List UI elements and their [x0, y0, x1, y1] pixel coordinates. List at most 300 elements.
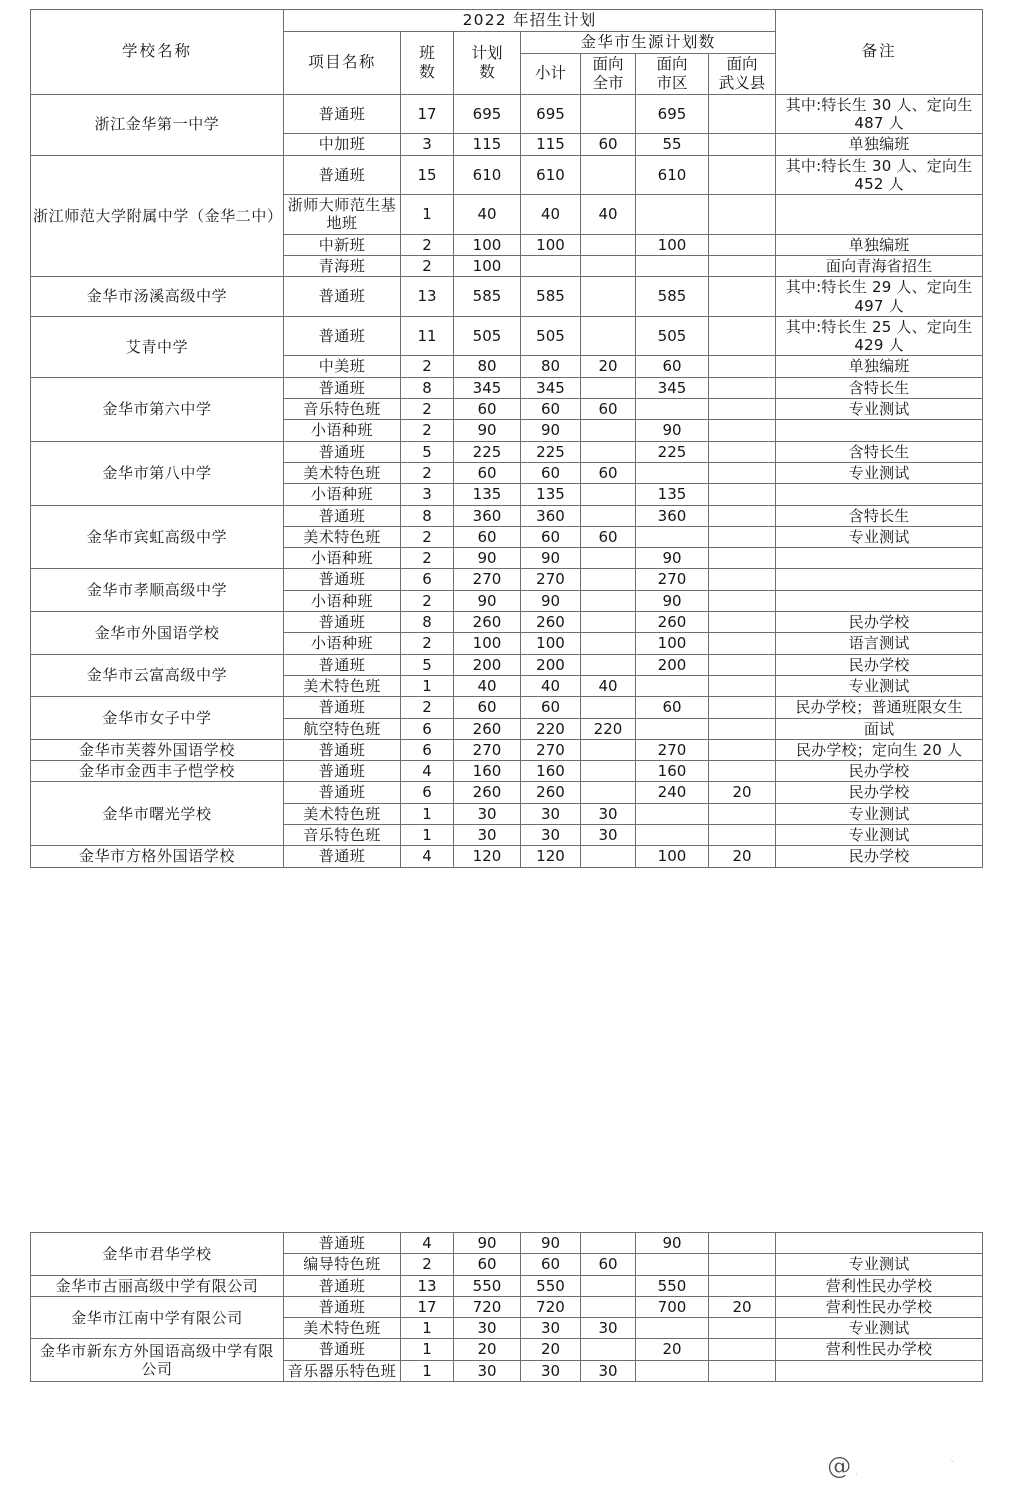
plan-count-cell: 260	[454, 612, 521, 633]
column-header-whole-city: 面向 全市	[581, 53, 636, 94]
plan-count-cell: 100	[454, 234, 521, 255]
wuyi-county-cell	[709, 462, 776, 483]
remark-cell: 营利性民办学校	[776, 1339, 983, 1360]
project-name-cell: 浙师大师范生基地班	[284, 195, 401, 235]
whole-city-cell: 60	[581, 526, 636, 547]
school-name-cell: 金华市第六中学	[31, 377, 284, 441]
column-header-project: 项目名称	[284, 31, 401, 94]
wuyi-county-cell	[709, 316, 776, 356]
class-count-cell: 6	[401, 782, 454, 803]
wuyi-county-cell	[709, 1275, 776, 1296]
subtotal-cell: 100	[521, 633, 581, 654]
subtotal-cell: 160	[521, 761, 581, 782]
column-header-class-count: 班 数	[401, 31, 454, 94]
subtotal-cell: 270	[521, 569, 581, 590]
class-count-cell: 13	[401, 1275, 454, 1296]
plan-count-cell: 505	[454, 316, 521, 356]
remark-cell: 单独编班	[776, 356, 983, 377]
project-name-cell: 普通班	[284, 316, 401, 356]
project-name-cell: 中新班	[284, 234, 401, 255]
table-row	[31, 761, 983, 782]
whole-city-cell: 40	[581, 675, 636, 696]
project-name-cell: 普通班	[284, 94, 401, 134]
remark-cell	[776, 1233, 983, 1254]
remark-cell: 营利性民办学校	[776, 1275, 983, 1296]
project-name-cell: 音乐特色班	[284, 825, 401, 846]
plan-count-cell: 40	[454, 195, 521, 235]
table-row	[31, 441, 983, 462]
whole-city-cell	[581, 505, 636, 526]
project-name-cell: 小语种班	[284, 548, 401, 569]
subtotal-cell: 30	[521, 1360, 581, 1381]
plan-count-cell: 270	[454, 739, 521, 760]
urban-area-cell: 270	[636, 739, 709, 760]
project-name-cell: 编导特色班	[284, 1254, 401, 1275]
column-header-school: 学校名称	[31, 10, 284, 95]
class-count-cell: 11	[401, 316, 454, 356]
urban-area-cell	[636, 1360, 709, 1381]
project-name-cell: 普通班	[284, 761, 401, 782]
class-count-cell: 8	[401, 505, 454, 526]
urban-area-cell: 90	[636, 548, 709, 569]
header-row-1	[31, 10, 983, 32]
urban-area-cell: 20	[636, 1339, 709, 1360]
subtotal-cell: 40	[521, 195, 581, 235]
table-body-part2	[31, 1233, 983, 1382]
class-count-cell: 3	[401, 134, 454, 155]
remark-cell	[776, 590, 983, 611]
subtotal-cell: 610	[521, 155, 581, 195]
remark-cell: 专业测试	[776, 1254, 983, 1275]
project-name-cell: 普通班	[284, 739, 401, 760]
remark-cell	[776, 569, 983, 590]
subtotal-cell: 695	[521, 94, 581, 134]
subtotal-cell: 585	[521, 277, 581, 317]
enrollment-plan-table-part1	[30, 9, 983, 868]
column-header-subtotal: 小计	[521, 53, 581, 94]
wuyi-county-cell	[709, 761, 776, 782]
wuyi-county-cell	[709, 633, 776, 654]
project-name-cell: 普通班	[284, 569, 401, 590]
wuyi-county-cell	[709, 1254, 776, 1275]
project-name-cell: 航空特色班	[284, 718, 401, 739]
table-row	[31, 739, 983, 760]
wuyi-county-cell	[709, 1233, 776, 1254]
class-count-cell: 2	[401, 633, 454, 654]
urban-area-cell: 360	[636, 505, 709, 526]
class-count-cell: 1	[401, 1360, 454, 1381]
urban-area-cell: 100	[636, 846, 709, 867]
whole-city-cell	[581, 846, 636, 867]
urban-area-cell	[636, 718, 709, 739]
urban-area-cell: 695	[636, 94, 709, 134]
plan-count-cell: 60	[454, 697, 521, 718]
class-count-cell: 2	[401, 526, 454, 547]
wuyi-county-cell	[709, 569, 776, 590]
subtotal-cell: 260	[521, 782, 581, 803]
wuyi-county-cell	[709, 377, 776, 398]
urban-area-cell: 270	[636, 569, 709, 590]
subtotal-cell: 30	[521, 1318, 581, 1339]
remark-cell: 其中:特长生 30 人、定向生 487 人	[776, 94, 983, 134]
wuyi-county-cell	[709, 590, 776, 611]
wuyi-county-cell	[709, 399, 776, 420]
column-header-source-group: 金华市生源计划数	[521, 31, 776, 53]
remark-cell: 单独编班	[776, 134, 983, 155]
table-body-part1	[31, 94, 983, 867]
plan-count-cell: 90	[454, 590, 521, 611]
project-name-cell: 小语种班	[284, 420, 401, 441]
urban-area-cell	[636, 256, 709, 277]
project-name-cell: 普通班	[284, 1296, 401, 1317]
remark-cell: 其中:特长生 29 人、定向生 497 人	[776, 277, 983, 317]
whole-city-cell	[581, 1339, 636, 1360]
school-name-cell: 金华市孝顺高级中学	[31, 569, 284, 612]
subtotal-cell: 505	[521, 316, 581, 356]
school-name-cell: 浙江师范大学附属中学（金华二中）	[31, 155, 284, 277]
wuyi-county-cell	[709, 1360, 776, 1381]
table-row	[31, 569, 983, 590]
subtotal-cell: 550	[521, 1275, 581, 1296]
remark-cell: 民办学校	[776, 612, 983, 633]
subtotal-cell: 100	[521, 234, 581, 255]
class-count-cell: 17	[401, 94, 454, 134]
plan-count-cell: 160	[454, 761, 521, 782]
table-row	[31, 1233, 983, 1254]
whole-city-cell	[581, 761, 636, 782]
urban-area-cell: 100	[636, 234, 709, 255]
wuyi-county-cell	[709, 739, 776, 760]
whole-city-cell	[581, 697, 636, 718]
column-header-remark: 备注	[776, 10, 983, 95]
subtotal-cell: 30	[521, 825, 581, 846]
table-row	[31, 316, 983, 356]
project-name-cell: 美术特色班	[284, 803, 401, 824]
table-row	[31, 1339, 983, 1360]
whole-city-cell	[581, 633, 636, 654]
plan-count-cell: 30	[454, 1318, 521, 1339]
wuyi-county-cell	[709, 484, 776, 505]
remark-cell: 民办学校	[776, 782, 983, 803]
school-name-cell: 金华市方格外国语学校	[31, 846, 284, 867]
wuyi-county-cell	[709, 356, 776, 377]
class-count-cell: 2	[401, 1254, 454, 1275]
school-name-cell: 金华市江南中学有限公司	[31, 1296, 284, 1339]
whole-city-cell	[581, 441, 636, 462]
remark-cell: 其中:特长生 25 人、定向生 429 人	[776, 316, 983, 356]
remark-cell: 民办学校	[776, 761, 983, 782]
whole-city-cell: 30	[581, 803, 636, 824]
urban-area-cell: 100	[636, 633, 709, 654]
subtotal-cell: 60	[521, 399, 581, 420]
class-count-cell: 2	[401, 548, 454, 569]
wuyi-county-cell	[709, 441, 776, 462]
urban-area-cell: 260	[636, 612, 709, 633]
plan-count-cell: 90	[454, 420, 521, 441]
project-name-cell: 普通班	[284, 782, 401, 803]
class-count-cell: 4	[401, 846, 454, 867]
subtotal-cell: 60	[521, 697, 581, 718]
plan-count-cell: 720	[454, 1296, 521, 1317]
plan-count-cell: 115	[454, 134, 521, 155]
class-count-cell: 5	[401, 441, 454, 462]
wuyi-county-cell	[709, 548, 776, 569]
project-name-cell: 小语种班	[284, 590, 401, 611]
project-name-cell: 中加班	[284, 134, 401, 155]
class-count-cell: 13	[401, 277, 454, 317]
plan-count-cell: 60	[454, 526, 521, 547]
remark-cell: 面向青海省招生	[776, 256, 983, 277]
whole-city-cell	[581, 782, 636, 803]
remark-cell	[776, 484, 983, 505]
urban-area-cell	[636, 1254, 709, 1275]
wuyi-county-cell	[709, 697, 776, 718]
project-name-cell: 中美班	[284, 356, 401, 377]
class-count-cell: 1	[401, 1318, 454, 1339]
remark-cell: 专业测试	[776, 399, 983, 420]
wuyi-county-cell	[709, 505, 776, 526]
class-count-cell: 4	[401, 1233, 454, 1254]
plan-count-cell: 100	[454, 256, 521, 277]
urban-area-cell: 550	[636, 1275, 709, 1296]
remark-cell: 专业测试	[776, 526, 983, 547]
class-count-cell: 1	[401, 675, 454, 696]
urban-area-cell: 90	[636, 420, 709, 441]
subtotal-cell: 200	[521, 654, 581, 675]
urban-area-cell: 55	[636, 134, 709, 155]
plan-count-cell: 360	[454, 505, 521, 526]
class-count-cell: 15	[401, 155, 454, 195]
table-row	[31, 505, 983, 526]
class-count-cell: 3	[401, 484, 454, 505]
subtotal-cell: 115	[521, 134, 581, 155]
wuyi-county-cell	[709, 420, 776, 441]
whole-city-cell	[581, 654, 636, 675]
subtotal-cell: 60	[521, 462, 581, 483]
whole-city-cell: 40	[581, 195, 636, 235]
plan-count-cell: 30	[454, 825, 521, 846]
plan-count-cell: 120	[454, 846, 521, 867]
class-count-cell: 4	[401, 761, 454, 782]
subtotal-cell: 80	[521, 356, 581, 377]
table-row	[31, 1296, 983, 1317]
wuyi-county-cell	[709, 526, 776, 547]
plan-count-cell: 80	[454, 356, 521, 377]
subtotal-cell: 260	[521, 612, 581, 633]
plan-count-cell: 100	[454, 633, 521, 654]
subtotal-cell: 360	[521, 505, 581, 526]
plan-count-cell: 610	[454, 155, 521, 195]
wuyi-county-cell	[709, 825, 776, 846]
whole-city-cell	[581, 377, 636, 398]
enrollment-plan-table-part2	[30, 1232, 983, 1382]
urban-area-cell: 90	[636, 1233, 709, 1254]
project-name-cell: 美术特色班	[284, 526, 401, 547]
whole-city-cell	[581, 94, 636, 134]
subtotal-cell: 20	[521, 1339, 581, 1360]
plan-count-cell: 30	[454, 1360, 521, 1381]
table-row	[31, 782, 983, 803]
whole-city-cell: 60	[581, 134, 636, 155]
plan-count-cell: 225	[454, 441, 521, 462]
wuyi-county-cell	[709, 134, 776, 155]
school-name-cell: 金华市外国语学校	[31, 612, 284, 655]
table-row	[31, 654, 983, 675]
wuyi-county-cell: 20	[709, 1296, 776, 1317]
subtotal-cell: 90	[521, 548, 581, 569]
school-name-cell: 金华市第八中学	[31, 441, 284, 505]
wuyi-county-cell	[709, 1339, 776, 1360]
school-name-cell: 金华市芙蓉外国语学校	[31, 739, 284, 760]
table-row	[31, 612, 983, 633]
project-name-cell: 美术特色班	[284, 1318, 401, 1339]
whole-city-cell	[581, 1233, 636, 1254]
whole-city-cell	[581, 1296, 636, 1317]
whole-city-cell	[581, 548, 636, 569]
remark-cell: 民办学校；普通班限女生	[776, 697, 983, 718]
plan-count-cell: 550	[454, 1275, 521, 1296]
plan-count-cell: 40	[454, 675, 521, 696]
whole-city-cell	[581, 590, 636, 611]
whole-city-cell: 30	[581, 1360, 636, 1381]
school-name-cell: 金华市新东方外国语高级中学有限公司	[31, 1339, 284, 1382]
urban-area-cell	[636, 1318, 709, 1339]
class-count-cell: 6	[401, 569, 454, 590]
subtotal-cell: 90	[521, 420, 581, 441]
project-name-cell: 普通班	[284, 277, 401, 317]
subtotal-cell: 30	[521, 803, 581, 824]
plan-count-cell: 60	[454, 1254, 521, 1275]
class-count-cell: 2	[401, 697, 454, 718]
subtotal-cell: 345	[521, 377, 581, 398]
remark-cell: 民办学校	[776, 654, 983, 675]
urban-area-cell: 60	[636, 356, 709, 377]
plan-count-cell: 90	[454, 1233, 521, 1254]
remark-cell: 专业测试	[776, 462, 983, 483]
whole-city-cell: 220	[581, 718, 636, 739]
project-name-cell: 普通班	[284, 155, 401, 195]
subtotal-cell: 40	[521, 675, 581, 696]
class-count-cell: 8	[401, 377, 454, 398]
whole-city-cell	[581, 1275, 636, 1296]
project-name-cell: 青海班	[284, 256, 401, 277]
urban-area-cell	[636, 675, 709, 696]
urban-area-cell: 225	[636, 441, 709, 462]
urban-area-cell	[636, 803, 709, 824]
plan-count-cell: 260	[454, 782, 521, 803]
class-count-cell: 17	[401, 1296, 454, 1317]
subtotal-cell: 220	[521, 718, 581, 739]
urban-area-cell	[636, 462, 709, 483]
remark-cell: 营利性民办学校	[776, 1296, 983, 1317]
school-name-cell: 金华市金西丰子恺学校	[31, 761, 284, 782]
urban-area-cell: 200	[636, 654, 709, 675]
class-count-cell: 1	[401, 825, 454, 846]
subtotal-cell: 225	[521, 441, 581, 462]
remark-cell	[776, 1360, 983, 1381]
table-row	[31, 94, 983, 134]
remark-cell: 单独编班	[776, 234, 983, 255]
whole-city-cell: 60	[581, 399, 636, 420]
subtotal-cell: 60	[521, 526, 581, 547]
school-name-cell: 金华市宾虹高级中学	[31, 505, 284, 569]
project-name-cell: 音乐特色班	[284, 399, 401, 420]
whole-city-cell: 60	[581, 1254, 636, 1275]
remark-cell: 面试	[776, 718, 983, 739]
urban-area-cell: 135	[636, 484, 709, 505]
wuyi-county-cell	[709, 654, 776, 675]
project-name-cell: 普通班	[284, 377, 401, 398]
urban-area-cell	[636, 526, 709, 547]
class-count-cell: 2	[401, 420, 454, 441]
table-row	[31, 277, 983, 317]
table-row	[31, 846, 983, 867]
urban-area-cell: 610	[636, 155, 709, 195]
urban-area-cell: 700	[636, 1296, 709, 1317]
whole-city-cell	[581, 277, 636, 317]
whole-city-cell: 60	[581, 462, 636, 483]
table-row	[31, 1275, 983, 1296]
remark-cell: 专业测试	[776, 825, 983, 846]
class-count-cell: 1	[401, 803, 454, 824]
urban-area-cell	[636, 195, 709, 235]
plan-count-cell: 345	[454, 377, 521, 398]
plan-count-cell: 60	[454, 399, 521, 420]
whole-city-cell	[581, 612, 636, 633]
class-count-cell: 6	[401, 739, 454, 760]
project-name-cell: 普通班	[284, 1339, 401, 1360]
school-name-cell: 金华市君华学校	[31, 1233, 284, 1276]
whole-city-cell: 20	[581, 356, 636, 377]
plan-count-cell: 585	[454, 277, 521, 317]
project-name-cell: 美术特色班	[284, 675, 401, 696]
remark-cell: 专业测试	[776, 675, 983, 696]
subtotal-cell: 120	[521, 846, 581, 867]
class-count-cell: 2	[401, 590, 454, 611]
subtotal-cell: 90	[521, 1233, 581, 1254]
remark-cell: 含特长生	[776, 505, 983, 526]
table-row	[31, 155, 983, 195]
school-name-cell: 浙江金华第一中学	[31, 94, 284, 155]
class-count-cell: 2	[401, 356, 454, 377]
urban-area-cell: 585	[636, 277, 709, 317]
project-name-cell: 普通班	[284, 612, 401, 633]
class-count-cell: 2	[401, 399, 454, 420]
school-name-cell: 金华市古丽高级中学有限公司	[31, 1275, 284, 1296]
urban-area-cell	[636, 825, 709, 846]
plan-count-cell: 20	[454, 1339, 521, 1360]
project-name-cell: 小语种班	[284, 484, 401, 505]
subtotal-cell: 60	[521, 1254, 581, 1275]
wuyi-county-cell	[709, 675, 776, 696]
remark-cell: 含特长生	[776, 377, 983, 398]
urban-area-cell	[636, 399, 709, 420]
whole-city-cell	[581, 420, 636, 441]
whole-city-cell	[581, 484, 636, 505]
column-header-wuyi: 面向 武义县	[709, 53, 776, 94]
whole-city-cell	[581, 234, 636, 255]
remark-cell	[776, 195, 983, 235]
plan-count-cell: 200	[454, 654, 521, 675]
urban-area-cell: 160	[636, 761, 709, 782]
subtotal-cell: 270	[521, 739, 581, 760]
wuyi-county-cell: 20	[709, 846, 776, 867]
project-name-cell: 普通班	[284, 1233, 401, 1254]
remark-cell: 民办学校	[776, 846, 983, 867]
table-row	[31, 377, 983, 398]
project-name-cell: 普通班	[284, 1275, 401, 1296]
whole-city-cell	[581, 316, 636, 356]
